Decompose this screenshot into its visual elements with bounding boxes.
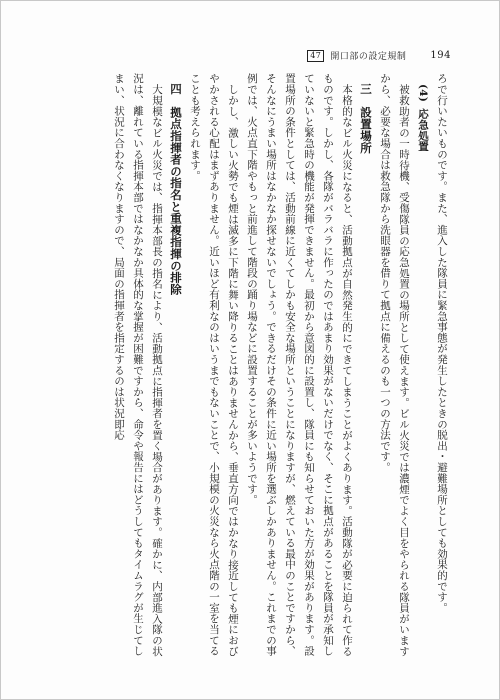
subsection-heading-first-aid: [413, 73, 432, 663]
paragraph: 本格的なビル火災になると、活動拠点が自然発生的にできてしまうことがよくあります。活動隊が必要に迫られて作るものです。しかし、各隊がバラバラに作ったのではあまり効果がないだけでなく、そこに拠点があることを隊員が承知していないと緊急時の機能が発揮できません。最初から意図的に設置し、隊員にも知らせておいた方が効果があります。設置場所の条件としては、活動前線に近くてしかも安全な場所ということになりますが、燃えている最中のことですから、そんなにうまい場所はなかなか探せないでしょう。できるだけその条件に近い場所を選ぶしかありません。これまでの事例では、火点直下階やもっと前進して階段の踊り場などに設置することが多いようです。: [246, 73, 353, 657]
section-heading-location: [356, 83, 375, 659]
section-title: 拠点指揮者の指名と重複指揮の排除: [169, 106, 183, 296]
running-head-title: 開口部の設定規制: [330, 52, 407, 62]
running-head: [307, 49, 451, 62]
section-number: 四: [169, 83, 183, 95]
chapter-number-badge: 47: [307, 50, 324, 62]
paragraph-continued: ろで行いたいものです。また、進入した隊員に緊急事態が発生したときの脱出・避難場所としても効果的です。: [436, 73, 448, 613]
vertical-text-body: [41, 73, 451, 663]
paragraph: 被救助者の一時待機、受傷隊員の応急処置の場所として使えます。ビル火災では濃煙でよく目をやられる隊員がいますから、必要な場合は救急隊から洗眼器を借りて拠点に備えるのも一つの方法です。: [379, 73, 410, 656]
paragraph: 大規模なビル火災では、指揮本部長の指名により、活動拠点に指揮者を置く場合があります。確かに、内部進入隊の状況は、離れている指揮本部ではなかなか具体的な掌握が困難ですから、命令や報告にはどうしてもタイムラグが生じてしまい、状況に合わなくなりますので、局面の指揮者を指定するのは状況即応: [113, 73, 163, 657]
subsection-title: 応急処置: [417, 107, 429, 152]
paragraph: しかし、激しい火勢でも煙は滅多に下階に舞い降りることはありませんから、垂直方向ではかなり接近しても煙におびやかされる心配はまずありません。近いほど有利なのはいうまでもないことで、小規模の火災なら火点階の一室を当てることも考えられます。: [189, 73, 239, 657]
page-number: 194: [430, 50, 451, 61]
subsection-number: (4): [417, 83, 429, 102]
section-number: 三: [359, 83, 373, 95]
section-title: 設置場所: [359, 106, 373, 154]
section-heading-commander: [166, 83, 185, 659]
